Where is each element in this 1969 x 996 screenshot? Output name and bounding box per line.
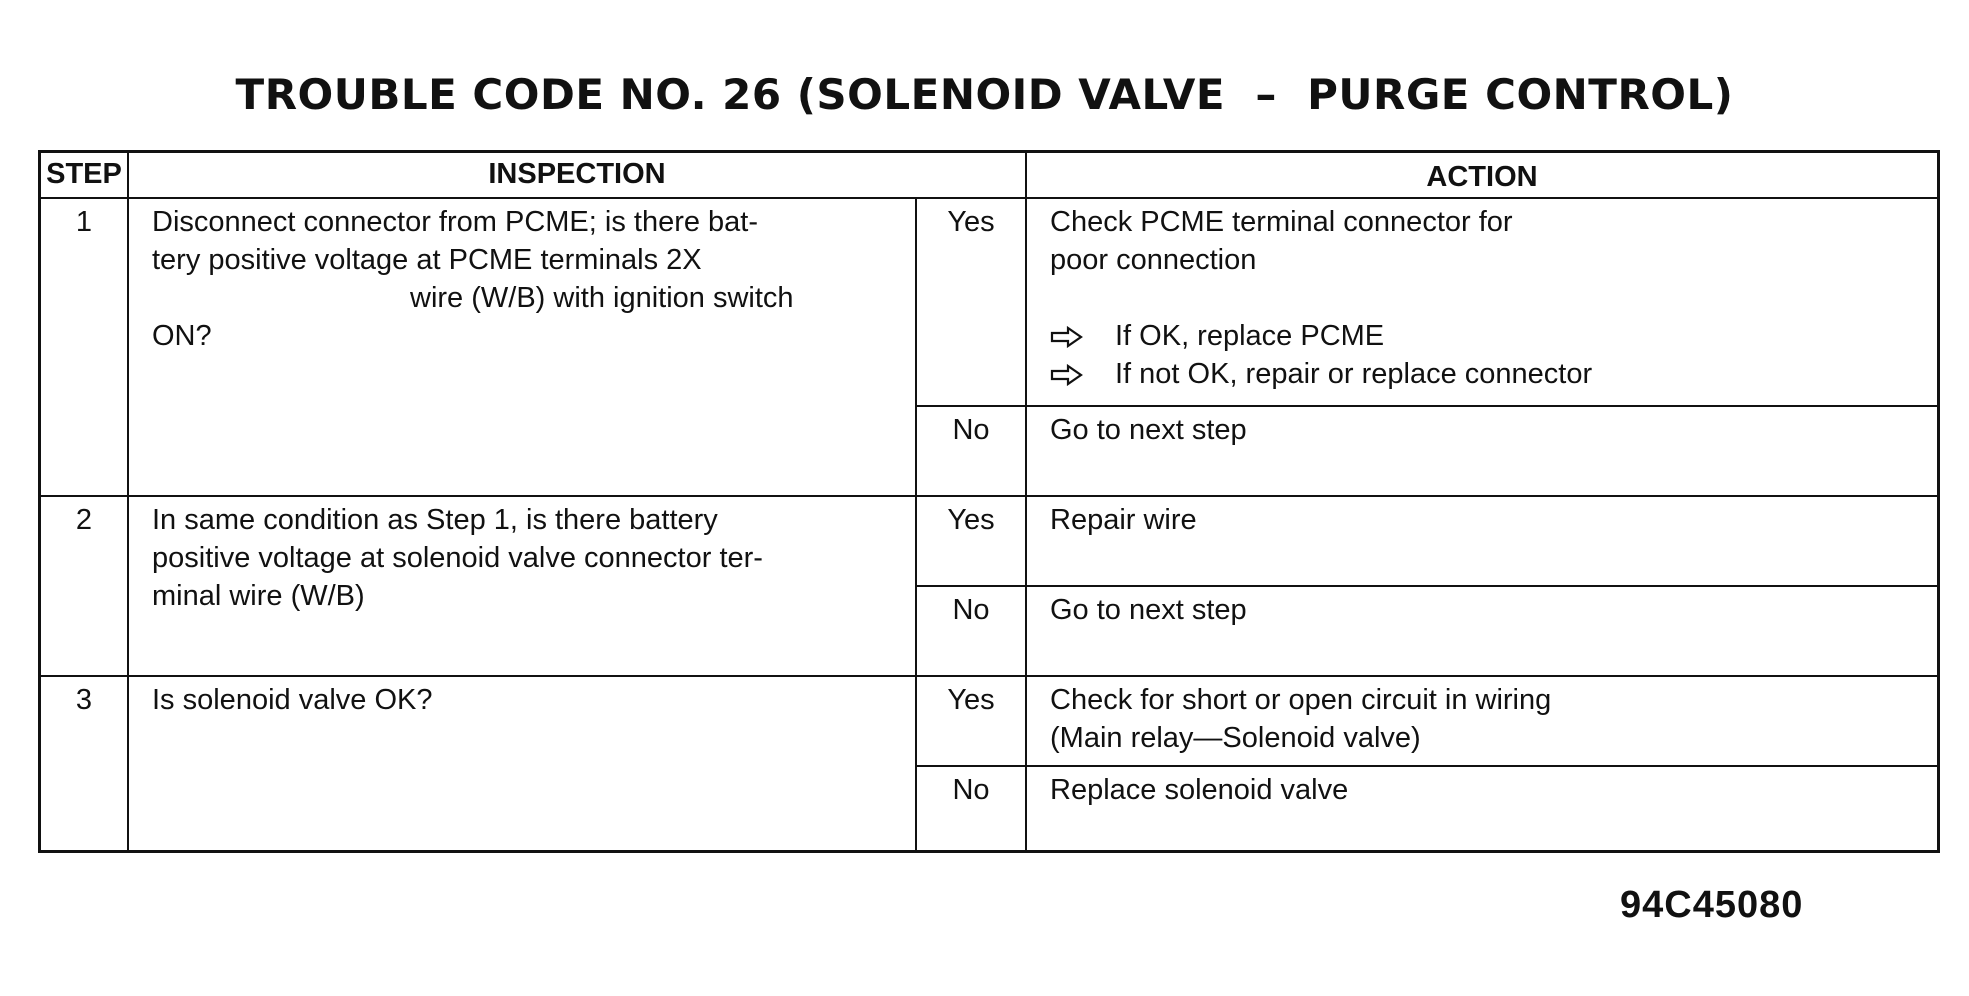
action-line: Repair wire [1050,504,1197,536]
action-line: Go to next step [1050,414,1247,446]
page-title: TROUBLE CODE NO. 26 (SOLENOID VALVE – PURGE CONTROL) [235,70,1734,119]
answer-yes: Yes [947,504,995,536]
inspection-line: positive voltage at solenoid valve connector ter- [152,542,763,574]
header-action: ACTION [1426,161,1538,193]
inspection-line: wire (W/B) with ignition switch [410,282,794,314]
inspection-line: tery positive voltage at PCME terminals 2X [152,244,702,276]
answer-no: No [952,594,990,626]
step1-sub-divider [915,405,1940,407]
action-line: Check for short or open circuit in wiring [1050,684,1552,716]
step-number: 2 [75,504,93,536]
action-line: (Main relay—Solenoid valve) [1050,722,1421,754]
table-border-bottom [38,850,1940,853]
action-bullet: If OK, replace PCME [1115,320,1385,352]
answer-no: No [952,414,990,446]
hollow-right-arrow-icon [1050,326,1084,348]
inspection-line: minal wire (W/B) [152,580,365,612]
step3-sub-divider [915,765,1940,767]
step-number: 3 [75,684,93,716]
inspection-line: Is solenoid valve OK? [152,684,433,716]
action-line: Replace solenoid valve [1050,774,1349,806]
inspection-line: ON? [152,320,212,352]
divider-action-col [1025,150,1027,853]
action-line: Check PCME terminal connector for [1050,206,1513,238]
table-border-right [1937,150,1940,853]
inspection-line: Disconnect connector from PCME; is there bat- [152,206,759,238]
answer-no: No [952,774,990,806]
answer-yes: Yes [947,684,995,716]
step2-sub-divider [915,585,1940,587]
action-bullet: If not OK, repair or replace connector [1115,358,1593,390]
action-line: Go to next step [1050,594,1247,626]
header-inspection: INSPECTION [488,158,666,190]
step-number: 1 [75,206,93,238]
answer-yes: Yes [947,206,995,238]
action-line: poor connection [1050,244,1257,276]
inspection-line: In same condition as Step 1, is there battery [152,504,718,536]
step2-row-divider [38,675,1940,677]
header-step: STEP [46,158,122,190]
hollow-right-arrow-icon [1050,364,1084,386]
step1-row-divider [38,495,1940,497]
figure-code: 94C45080 [1620,884,1804,926]
